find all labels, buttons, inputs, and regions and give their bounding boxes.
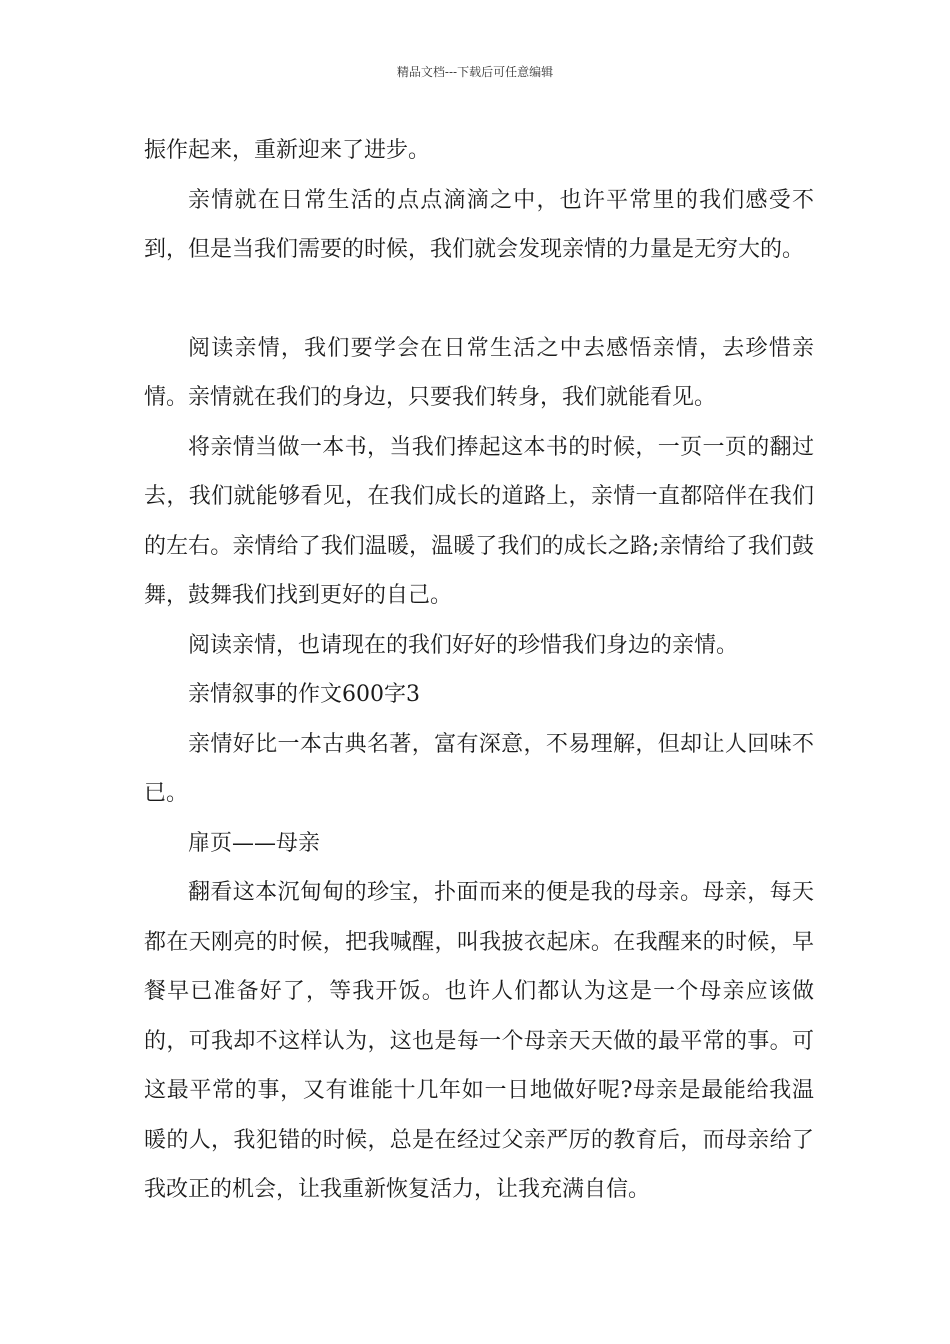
- paragraph: 翻看这本沉甸甸的珍宝，扑面而来的便是我的母亲。母亲，每天都在天刚亮的时候，把我喊醒，叫我披衣起床。在我醒来的时候，早餐早已准备好了，等我开饭。也许人们都认为这是一个母亲应该做的，可我却不这样认为，这也是每一个母亲天天做的最平常的事。可这最平常的事，又有谁能十几年如一日地做好呢?母亲是最能给我温暖的人，我犯错的时候，总是在经过父亲严厉的教育后，而母亲给了我改正的机会，让我重新恢复活力，让我充满自信。: [144, 880, 814, 1202]
- paragraph: 亲情好比一本古典名著，富有深意，不易理解，但却让人回味不已。: [144, 731, 814, 806]
- paragraph: 阅读亲情，也请现在的我们好好的珍惜我们身边的亲情。: [188, 632, 739, 658]
- section-heading: 亲情叙事的作文600字3: [188, 682, 420, 707]
- subsection-heading: 扉页——母亲: [188, 830, 321, 856]
- page-header: 精品文档---下载后可任意编辑: [396, 65, 554, 79]
- paragraph: 亲情就在日常生活的点点滴滴之中，也许平常里的我们感受不到，但是当我们需要的时候，我们就会发现亲情的力量是无穷大的。: [144, 187, 814, 262]
- paragraph: 将亲情当做一本书，当我们捧起这本书的时候，一页一页的翻过去，我们就能够看见，在我们成长的道路上，亲情一直都陪伴在我们的左右。亲情给了我们温暖，温暖了我们的成长之路;亲情给了我们鼓舞，鼓舞我们找到更好的自己。: [144, 434, 814, 608]
- document-body: [144, 126, 814, 1215]
- paragraph: 阅读亲情，我们要学会在日常生活之中去感悟亲情，去珍惜亲情。亲情就在我们的身边，只要我们转身，我们就能看见。: [144, 335, 814, 410]
- paragraph-continuation: 振作起来，重新迎来了进步。: [144, 138, 431, 163]
